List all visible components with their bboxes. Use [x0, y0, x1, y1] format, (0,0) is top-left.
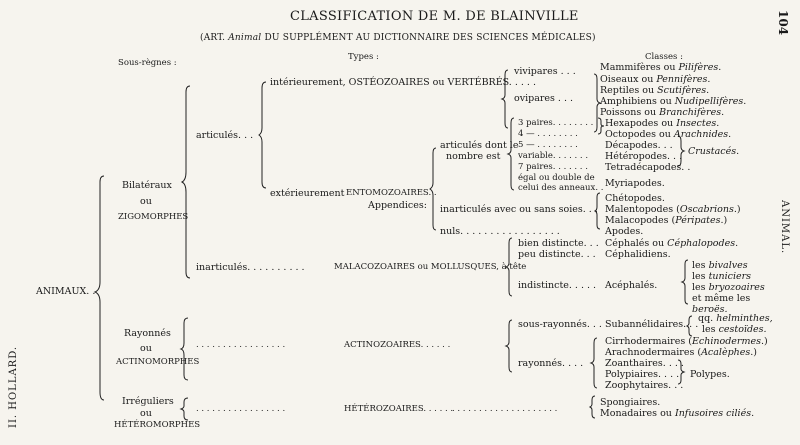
branch-nuls: nuls. . . . . . . . . . . . . . . . .: [440, 226, 560, 237]
column-head-sous-regnes: Sous-règnes :: [118, 58, 177, 68]
branch-actinozoaires: ACTINOZOAIRES. . . . . .: [344, 340, 451, 350]
branch-inarticules: inarticulés. . . . . . . . . .: [196, 262, 305, 273]
subkingdom-rayonnes: Rayonnés: [124, 328, 171, 339]
branch-rayonnes: rayonnés. . . .: [518, 358, 584, 369]
branch-peu-distincte: peu distincte. . .: [518, 249, 596, 260]
branch-articules-dont-2: nombre est: [446, 151, 501, 162]
dotted-leader-heteromorphes: . . . . . . . . . . . . . . . . .: [196, 404, 286, 414]
class-zoanthaires: Zoanthaires. . . .: [605, 358, 684, 369]
subkingdom-rayonnes-ou: ou: [140, 343, 152, 354]
class-poissons: Poissons ou Branchifères.: [600, 107, 725, 118]
class-arachnodermaires: Arachnodermaires (Acalèphes.): [605, 347, 757, 358]
dotted-leader-rayonnes: . . . . . . . . . . . . . . . . .: [196, 340, 286, 350]
class-malacopodes: Malacopodes (Péripates.): [605, 215, 728, 226]
class-tetradecapodes: Tetradécapodes. .: [605, 162, 691, 173]
paires-variable: variable. . . . . . .: [518, 151, 589, 161]
subkingdom-irreguliers: Irréguliers: [122, 396, 174, 407]
class-reptiles: Reptiles ou Scutifères.: [600, 85, 710, 96]
subkingdom-heteromorphes: HÉTÉROMORPHES: [114, 420, 201, 430]
branch-articules: articulés. . .: [196, 130, 254, 141]
note-tuniciers: les tuniciers: [692, 271, 752, 282]
class-decapodes: Décapodes. . .: [605, 140, 673, 151]
class-polypes: Polypes.: [690, 369, 730, 380]
branch-indistincte: indistincte. . . . .: [518, 280, 597, 291]
dotted-leader-heterozoaires: . . . . . . . . . . . . . . . . . . . .: [452, 404, 558, 414]
class-apodes: Apodes.: [605, 226, 644, 237]
branch-entomozoaires: ENTOMOZOAIRES. .: [346, 188, 437, 198]
root-animaux: ANIMAUX. .: [36, 286, 96, 297]
note-cestoides: les cestoïdes.: [702, 324, 767, 335]
note-bryozoaires: les bryozoaires: [692, 282, 765, 293]
note-beroes: beroës.: [692, 304, 728, 315]
branch-vivipares: vivipares . . .: [514, 66, 576, 77]
branch-articules-dont-1: articulés dont le: [440, 140, 519, 151]
class-spongiaires: Spongiaires.: [600, 397, 661, 408]
column-head-classes: Classes :: [645, 52, 683, 62]
note-et-meme: et même les: [692, 293, 751, 304]
page-number: 104: [776, 10, 790, 36]
class-subannelidaires: Subannélidaires. . .: [605, 319, 699, 330]
class-monadaires: Monadaires ou Infusoires ciliés.: [600, 408, 755, 419]
class-acephales: Acéphalés.: [605, 280, 658, 291]
class-myriapodes: Myriapodes.: [605, 178, 665, 189]
subkingdom-bilateraux-ou: ou: [140, 196, 152, 207]
branch-ovipares: ovipares . . .: [514, 93, 574, 104]
class-oiseaux: Oiseaux ou Pennifères.: [600, 74, 711, 85]
class-amphibiens: Amphibiens ou Nudipellifères.: [600, 96, 747, 107]
class-malentopodes: Malentopodes (Oscabrions.): [605, 204, 741, 215]
branch-heterozoaires: HÉTÉROZOAIRES. . . . . .: [344, 404, 454, 414]
class-mammiferes: Mammifères ou Pilifères.: [600, 62, 722, 73]
branch-interieurement: intérieurement, OSTÉOZOAIRES ou VERTÉBRÉS. . . . .: [270, 77, 536, 88]
branch-malacozoaires: MALACOZOAIRES ou MOLLUSQUES, à tête: [334, 262, 527, 272]
class-zoophytaires: Zoophytaires. . .: [605, 380, 684, 391]
page-subtitle: (ART. Animal DU SUPPLÉMENT AU DICTIONNAIRE DES SCIENCES MÉDICALES): [200, 33, 596, 43]
class-cephales: Céphalés ou Céphalopodes.: [605, 238, 739, 249]
running-head: ANIMAL.: [779, 200, 790, 255]
column-head-types: Types :: [348, 52, 379, 62]
class-octopodes: Octopodes ou Arachnides.: [605, 129, 732, 140]
paires-3: 3 paires. . . . . . . .: [518, 118, 594, 128]
class-chetopodes: Chétopodes.: [605, 193, 665, 204]
subkingdom-actinomorphes: ACTINOMORPHES: [116, 357, 200, 367]
branch-sous-rayonnes: sous-rayonnés. . .: [518, 319, 602, 330]
paires-5: 5 — . . . . . . . .: [518, 140, 578, 150]
paires-4: 4 — . . . . . . . .: [518, 129, 578, 139]
author-name: II. HOLLARD.: [8, 345, 19, 428]
branch-exterieurement: extérieurement: [270, 188, 345, 199]
class-heteropodes: Hétéropodes. . .: [605, 151, 683, 162]
branch-appendices: Appendices:: [368, 200, 427, 211]
branch-inarticules-soies: inarticulés avec ou sans soies. . .: [440, 204, 598, 215]
class-polypiaires: Polypiaires. . . .: [605, 369, 680, 380]
class-hexapodes: Hexapodes ou Insectes.: [605, 118, 720, 129]
paires-anneaux: celui des anneaux. .: [518, 183, 604, 193]
note-bivalves: les bivalves: [692, 260, 748, 271]
page-title: CLASSIFICATION DE M. DE BLAINVILLE: [290, 9, 579, 24]
class-crustaces: Crustacés.: [688, 146, 740, 157]
subkingdom-irreguliers-ou: ou: [140, 408, 152, 419]
note-helminthes: qq. helminthes,: [698, 313, 773, 324]
class-cephalidiens: Céphalidiens.: [605, 249, 671, 260]
paires-egal: égal ou double de: [518, 173, 595, 183]
paires-7: 7 paires. . . . . . .: [518, 162, 588, 172]
branch-bien-distincte: bien distincte. . .: [518, 238, 599, 249]
subkingdom-zigomorphes: ZIGOMORPHES: [118, 212, 189, 222]
subkingdom-bilateraux: Bilatéraux: [122, 180, 172, 191]
class-cirrhodermaires: Cirrhodermaires (Echinodermes.): [605, 336, 768, 347]
